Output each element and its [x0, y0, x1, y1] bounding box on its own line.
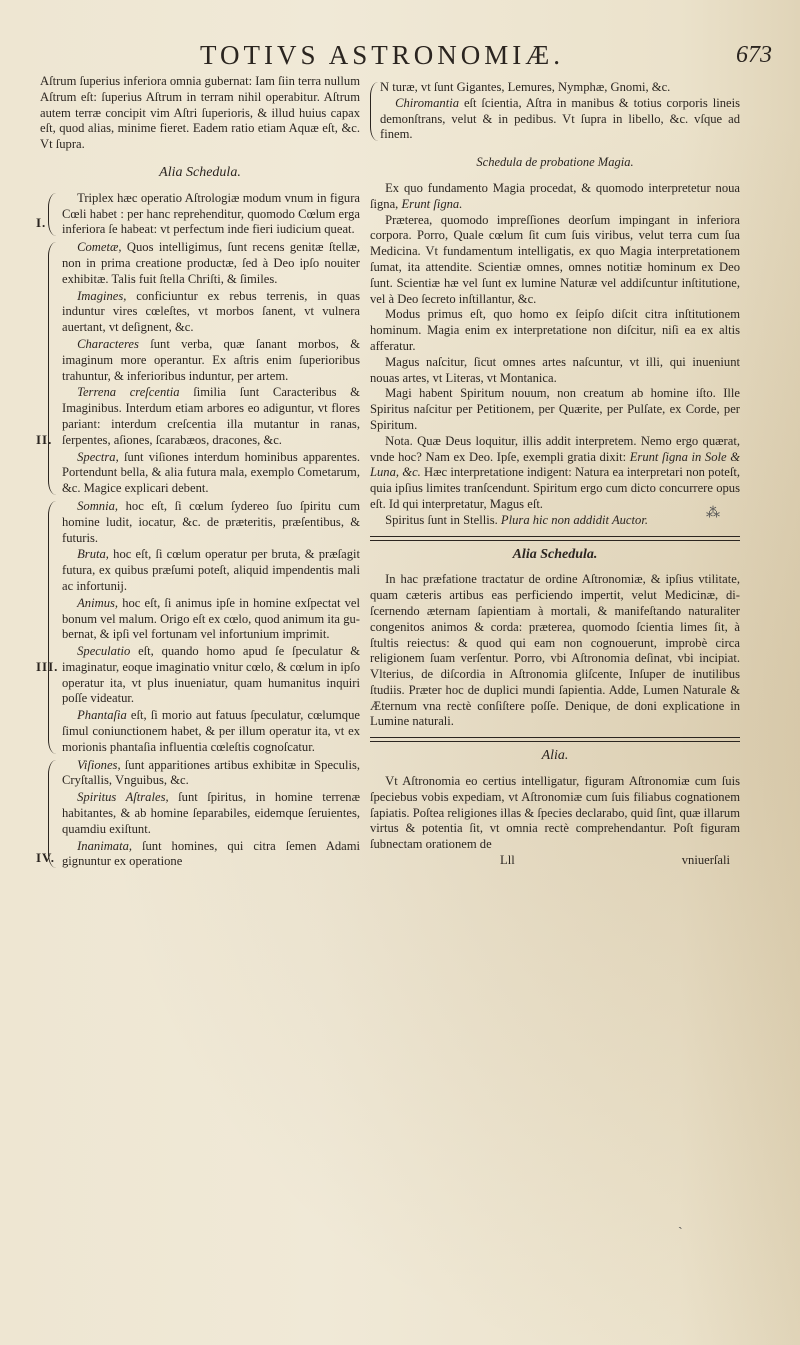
item-term: Animus,: [77, 595, 119, 610]
item-term: Inanimata,: [77, 838, 133, 853]
section-rule: [370, 737, 740, 742]
catchword: vniuerſali: [681, 853, 730, 868]
item-text: ſunt viſiones interdum hominibus apparentes. Portendunt bella, & alia futura mala, exemplo Cometarum, &c. Magice explicari debent.: [62, 449, 360, 496]
list-item: [62, 758, 360, 790]
left-column: [36, 74, 360, 871]
footer-row: [370, 853, 740, 869]
section-2-brace: [48, 242, 57, 495]
list-item: [62, 839, 360, 871]
item-text: eſt, quando homo apud ſe ſpeculatur & imaginatur, eoque imaginatio vnitur cœlo, & cœlum in ipſo operatur ita, vt plus inueniatur, quam humanitus inquiri poſſe videatur.: [62, 644, 360, 706]
magia-para-3: Modus primus eſt, quo homo ex ſeipſo diſcit citra inſtitutionem hominum. Magia enim ex interpretatione non diſcitur, niſi ea ex altis afferatur.: [370, 307, 740, 353]
magia-para-6: Nota. Quæ Deus loquitur, illis addit interpretem. Nemo ergo quærat, vnde hoc? Nam ex Deo. Ipſe, exempli gratia dixit:: [370, 433, 740, 464]
magia-para-2: Præterea, quomodo impreſſiones deorſum impingant in inferiora corpora. Porro, Quale cœlum ſit cum ſuis viribus, velut terra cum ſua Medicina. Vt fundamentum intelligatis, ex quo Magia interpretationem ſumat, ita attendite. Scientiæ omnes, omnes notitiæ hominum ex Deo ſunt. Scientiæ hæ vel ſunt ex lumine Naturæ vel addiſcuntur inſtitutione, vel à Deo ſecreto inſtillantur, &c.: [370, 212, 740, 306]
item-term: Cometæ,: [77, 240, 122, 255]
section-3: [36, 498, 360, 756]
page-number: 673: [736, 42, 772, 68]
list-item: [62, 337, 360, 384]
item-term: Terrena creſcentia: [77, 385, 180, 400]
schedule-magia-heading: Schedula de probatione Magia.: [476, 155, 634, 170]
item-term: Spectra,: [77, 449, 119, 464]
alia2-para: Vt Aſtronomia eo certius intelligatur, figuram Aſtronomiæ cum ſuis ſpeciebus vobis expediam, vt Aſtronomiæ cum ſuis filiabus cognationem ſapiatis. Poſtea religiones illas & ſpecies declarabo, quid ſint, quæ illarum virtus & potentia ſit, vt omnia rectè comprehendantur. Poſt figuram ſubnectam orationem de: [370, 774, 740, 852]
item-term: Bruta,: [77, 547, 109, 562]
chiromantia-term: Chiromantia: [395, 95, 460, 110]
magia-para-7-note: Plura hic non addidit Auctor.: [497, 512, 648, 527]
section-rule: [370, 536, 740, 541]
section-2-label: II.: [36, 432, 53, 448]
list-item: [62, 708, 360, 755]
continued-brace: [370, 82, 379, 141]
list-item: [62, 240, 360, 287]
chiromantia-text: eſt ſcientia, Aſtra in manibus & totius corporis lineis demonſtrans, velut & in pedibus. Vt ſupra in libello, &c. vſque ad finem.: [380, 95, 740, 142]
right-column: [370, 80, 740, 869]
section-1-text: Triplex hæc operatio Aſtrologiæ modum vnum in figura Cœli habet : per hanc reprehenditur, quomodo Cœlum erga inferiora ſe habeat: vt perfectum inde fieri iudicium queat.: [62, 190, 360, 237]
list-item: [62, 385, 360, 448]
item-term: Imagines,: [77, 288, 127, 303]
list-item: [62, 289, 360, 336]
item-text: ſunt homines, qui citra ſemen Adami gignuntur ex operatione: [62, 838, 360, 869]
running-title: TOTIVS ASTRONOMIÆ.: [200, 40, 565, 70]
section-3-label: III.: [36, 658, 59, 674]
item-text: hoc eſt, ſi animus ipſe in homine exſpectat vel bonum vel malum. Origo eſt ex cœlo, quod animum ita gubernat, & ipſi vel fortunam vel infortunium imprimit.: [62, 595, 360, 642]
signature-mark: Lll: [500, 853, 515, 868]
magia-para-6-quote: Erunt ſigna in Sole & Luna, &c.: [370, 449, 740, 480]
section-4-label: IV.: [36, 849, 56, 865]
continued-bracket: [370, 80, 740, 143]
list-item: [62, 790, 360, 837]
section-1-brace: [48, 193, 57, 236]
item-text: ſunt verba, quæ ſanant morbos, & imaginum more operantur. Ex aſtris enim ſuperioribus trahuntur, & inferioribus induntur, per artem.: [62, 336, 360, 383]
list-item: [62, 450, 360, 497]
magia-para-7: Spiritus ſunt in Stellis.: [385, 512, 498, 527]
item-term: Speculatio: [77, 644, 131, 659]
section-4-brace: [48, 760, 57, 869]
magia-para-6-rest: Hæc interpretatione indigent: Natura ea interpretari non poteſt, quia ipſius limites tranſcendunt. Spiritum ergo cum dicto concurrere opus eſt. Id qui interpretatur, Magus eſt.: [370, 465, 740, 511]
item-term: Phantaſia: [77, 708, 127, 723]
item-text: ſimilia ſunt Caracteribus & Imaginibus. Interdum etiam arbores eo adiguntur, vt flores pariant: interdum creſcentia illa mutantur in ranas, ſerpentes, aſiones, ſcarabæos, dracones, &c.: [62, 385, 360, 447]
section-3-brace: [48, 501, 57, 754]
margin-mark: ⁂: [706, 506, 720, 521]
item-text: hoc eſt, ſi cœlum ſydereo ſuo ſpiritu cum homine ludit, iocatur, &c. de præteritis, præſentibus, & futuris.: [62, 498, 360, 545]
magia-para-4: Magus naſcitur, ſicut omnes artes naſcuntur, vt illi, qui inueniunt nouas artes, vt Literas, vt Montanica.: [370, 354, 740, 385]
item-text: hoc eſt, ſi cœlum operatur per bruta, & præſagit futura, ex quibus præſumi poteſt, aliquid impendentis mali ac infortunij.: [62, 547, 360, 593]
item-term: Characteres: [77, 336, 139, 351]
section-1-label: I.: [36, 214, 47, 230]
item-text: conficiuntur ex rebus terrenis, in quas induntur vires cœleſtes, vt morbos ſanent, vt vulnera auertant, vt deſignent, &c.: [62, 288, 360, 335]
list-item: [62, 644, 360, 707]
item-text: eſt, ſi morio aut fatuus ſpeculatur, cœlumque ſimul coniunctionem habet, & per illum operatur ita, vt ex morionis phantaſia influentia cœleſtis cognoſcatur.: [62, 708, 360, 754]
alia-para: In hac præfatione tractatur de ordine Aſtronomiæ, & ipſius vtilitate, quam cæteris artibus eas perficiendo impertit, velut Medicinæ, diſcernendo æternam ſapientiam à mortali, & manifeſtando naturaliter congenitos animos & corda: præterea, quomodo ſcientia limes ſit, à ſtultis reiectus: & quod qui eam non cognouerunt, improbè circa religionem ſuam verſentur. Porro, vbi Aſtronomia deſinat, vbi incipiat. Vlterius, de diſcordia in Aſtronomia gliſcente, Inſuper de inutilibus ſtudiis. Præter hoc de duplici mundi ſapientia. Adde, Lumen Naturale & Æternum vna rectè conſiſtere poſſe. Denique, de doni explicatione in Lumine naturali.: [370, 572, 740, 729]
list-item: [62, 499, 360, 546]
item-text: ſunt apparitiones artibus exhibitæ in Speculis, Cryſtallis, Vnguibus, &c.: [62, 757, 360, 788]
item-text: Quos intelligimus, ſunt recens genitæ ſtellæ, non in prima creatione productæ, ſed à Deo ipſo nouiter exhibitæ. Talis fuit ſtella Chriſti, & ſimiles.: [62, 240, 360, 286]
item-term: Spiritus Aſtrales,: [77, 790, 169, 805]
section-4: [36, 757, 360, 871]
margin-mark: ˎ: [678, 1215, 683, 1230]
continued-text: N turæ, vt ſunt Gigantes, Lemures, Nymphæ, Gnomi, &c.: [380, 80, 671, 94]
schedule-alia2-heading: Alia.: [541, 748, 569, 764]
list-item: [62, 547, 360, 594]
magia-para-1-quote: Erunt ſigna.: [398, 196, 463, 211]
section-1: [36, 190, 360, 238]
item-text: ſunt ſpiritus, in homine terrenæ habitantes, & ab homine ſeparabiles, eidemque ſeruientes, quamdiu exiſtunt.: [62, 790, 360, 836]
intro-paragraph: Aſtrum ſuperius inferiora omnia gubernat: Iam ſiin terra nullum Aſtrum eſt: ſuperius Aſtrum in terram nihil operabitur. Aſtrum autem terræ concipit vim Aſtri ſuperioris, & illud huius capax eſt, quod alias, minime fieret. Eadem ratio etiam Aquæ eſt, &c. Vt ſupra.: [40, 74, 360, 152]
section-2: [36, 240, 360, 497]
magia-para-5: Magi habent Spiritum nouum, non creatum ab homine iſto. Ille Spiritus naſcitur per Petitionem, per Quærite, per Pulſate, ex Corde, per Spiritum.: [370, 386, 740, 432]
schedule-alia-heading: Alia Schedula.: [512, 546, 598, 562]
list-item: [62, 596, 360, 643]
item-term: Viſiones,: [77, 757, 121, 772]
item-term: Somnia,: [77, 498, 119, 513]
magia-para-1: Ex quo fundamento Magia procedat, & quomodo interpretetur noua ſigna,: [370, 180, 740, 211]
schedule-heading: Alia Schedula.: [159, 164, 241, 180]
